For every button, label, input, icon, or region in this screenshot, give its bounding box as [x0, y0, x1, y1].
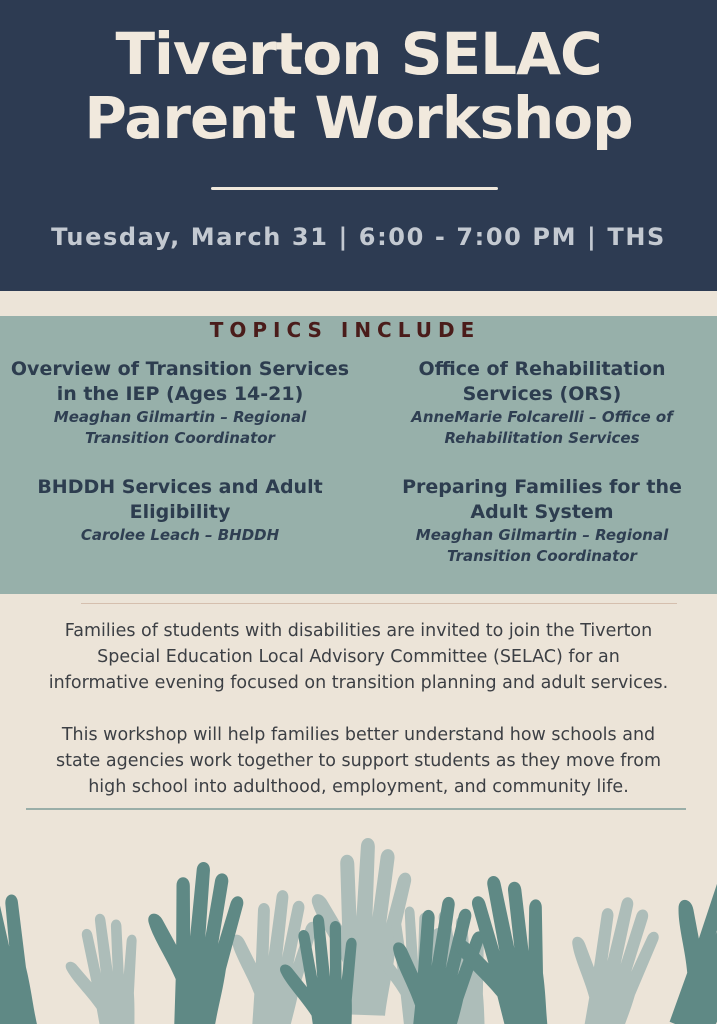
hand-icon	[141, 858, 246, 1024]
topic-title-line: in the IEP (Ages 14-21)	[56, 383, 304, 405]
description-line: This workshop will help families better understand how schools and	[61, 725, 656, 745]
topic-speaker	[362, 407, 717, 449]
topic-speaker	[0, 525, 360, 546]
topic-speaker-line: Carolee Leach – BHDDH	[80, 526, 280, 544]
section-rule-bottom	[26, 808, 686, 810]
raised-hands-illustration	[0, 815, 717, 1024]
topic-rehabilitation-services	[362, 357, 717, 449]
description-line: state agencies work together to support students as they move from	[55, 751, 661, 771]
description-paragraph-2	[0, 722, 717, 800]
page-title	[0, 22, 717, 150]
description-line: informative evening focused on transition planning and adult services.	[48, 673, 669, 693]
topic-speaker-line: Meaghan Gilmartin – Regional	[53, 408, 307, 426]
topic-title-line: Adult System	[470, 501, 614, 523]
topic-title-line: Office of Rehabilitation	[418, 358, 666, 380]
topic-speaker	[362, 525, 717, 567]
topic-title	[0, 475, 360, 525]
topic-title	[0, 357, 360, 407]
separator-strip	[0, 291, 717, 316]
topic-title-line: Eligibility	[129, 501, 231, 523]
hand-icon	[59, 909, 151, 1024]
description-line: Special Education Local Advisory Committee (SELAC) for an	[97, 647, 620, 667]
event-date-line: Tuesday, March 31 | 6:00 - 7:00 PM | THS	[51, 223, 666, 251]
topic-speaker-line: Meaghan Gilmartin – Regional	[415, 526, 669, 544]
topic-bhddh-services	[0, 475, 360, 546]
topic-speaker	[0, 407, 360, 449]
header-banner	[0, 0, 717, 291]
title-divider	[211, 187, 498, 190]
topic-speaker-line: Transition Coordinator	[447, 547, 637, 565]
hand-icon	[552, 888, 665, 1024]
topic-speaker-line: AnneMarie Folcarelli – Office of	[411, 408, 673, 426]
topic-title-line: Preparing Families for the	[402, 476, 682, 498]
topic-speaker-line: Transition Coordinator	[85, 429, 275, 447]
section-rule	[81, 603, 677, 604]
description-line: high school into adulthood, employment, and community life.	[88, 777, 629, 797]
hand-icon	[0, 863, 57, 1024]
topic-speaker-line: Rehabilitation Services	[444, 429, 640, 447]
topic-title-line: Services (ORS)	[462, 383, 622, 405]
topic-preparing-families	[362, 475, 717, 567]
topics-heading: TOPICS INCLUDE	[209, 318, 481, 342]
hand-icon	[637, 844, 717, 1024]
description-line: Families of students with disabilities are invited to join the Tiverton	[64, 621, 653, 641]
topic-title	[362, 475, 717, 525]
description-paragraph-1	[0, 618, 717, 696]
topic-transition-services	[0, 357, 360, 449]
topic-title-line: Overview of Transition Services	[10, 358, 350, 380]
topics-panel	[0, 316, 717, 594]
title-line-2: Parent Workshop	[84, 84, 633, 152]
topic-title	[362, 357, 717, 407]
title-line-1: Tiverton SELAC	[115, 20, 602, 88]
topic-title-line: BHDDH Services and Adult	[37, 476, 323, 498]
